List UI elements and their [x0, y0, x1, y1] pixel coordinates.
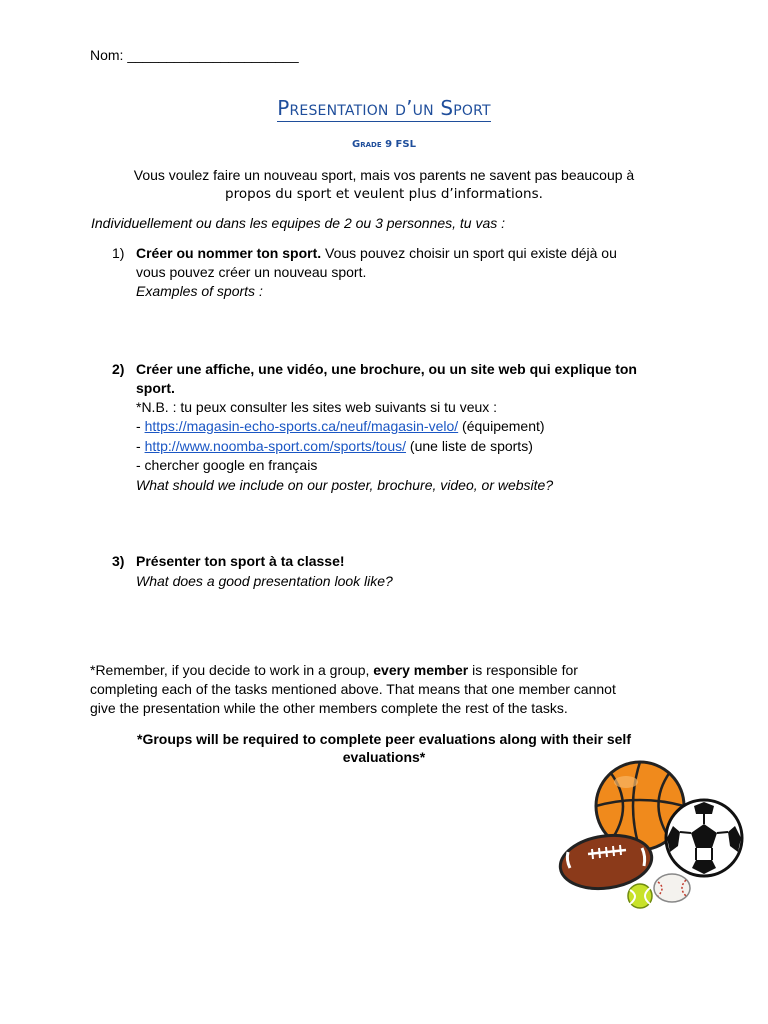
task-2-number: 2) [112, 361, 125, 377]
noomba-sport-link[interactable]: http://www.noomba-sport.com/sports/tous/ [144, 438, 407, 454]
task-1-question: Examples of sports : [136, 283, 263, 299]
task-1-line-2: vous pouvez créer un nouveau sport. [136, 264, 367, 280]
intro-line-1: Vous voulez faire un nouveau sport, mais vos parents ne savent pas beaucoup à [133, 167, 635, 183]
link-row-2: - http://www.noomba-sport.com/sports/tous/ (une liste de sports) [136, 438, 533, 454]
task-1-title: Créer ou nommer ton sport. [136, 245, 322, 261]
instruction-text: Individuellement ou dans les equipes de 2 ou 3 personnes, tu vas : [91, 215, 506, 231]
task-2-title-line-2: sport. [136, 380, 175, 396]
name-field-label: Nom: ______________________ [90, 47, 299, 63]
groups-note-line-2: evaluations* [342, 749, 426, 765]
reminder-line-2: completing each of the tasks mentioned above. That means that one member cannot [90, 681, 616, 697]
task-1-text: Vous pouvez choisir un sport qui existe déjà ou [321, 245, 617, 261]
magasin-echo-sports-link[interactable]: https://magasin-echo-sports.ca/neuf/magasin-velo/ [144, 418, 459, 434]
page-subtitle: Grade 9 FSL [352, 139, 416, 150]
baseball-icon [654, 874, 690, 902]
google-search-hint: - chercher google en français [136, 457, 318, 473]
page-title: Presentation d’un Sport [277, 96, 491, 120]
tennis-ball-icon [628, 884, 652, 908]
sports-balls-clipart [552, 756, 752, 916]
task-3-title: Présenter ton sport à ta classe! [136, 553, 345, 569]
every-member-emphasis: every member [373, 662, 469, 678]
reminder-line-1: *Remember, if you decide to work in a group, every member is responsible for [90, 662, 578, 678]
task-2-note: *N.B. : tu peux consulter les sites web suivants si tu veux : [136, 399, 498, 415]
task-3-number: 3) [112, 553, 125, 569]
intro-line-2: propos du sport et veulent plus d’informations. [225, 186, 543, 202]
task-2-question: What should we include on our poster, brochure, video, or website? [136, 477, 554, 493]
soccer-ball-icon [666, 800, 742, 876]
task-3-question: What does a good presentation look like? [136, 573, 393, 589]
task-2-title-line-1: Créer une affiche, une vidéo, une brochure, ou un site web qui explique ton [136, 361, 637, 377]
task-1-number: 1) [112, 245, 125, 261]
task-1-line-1 [136, 244, 617, 263]
groups-note-line-1: *Groups will be required to complete peer evaluations along with their self [137, 731, 631, 747]
reminder-line-3: give the presentation while the other members complete the rest of the tasks. [90, 700, 568, 716]
link-row-1: - https://magasin-echo-sports.ca/neuf/magasin-velo/ (équipement) [136, 418, 545, 434]
